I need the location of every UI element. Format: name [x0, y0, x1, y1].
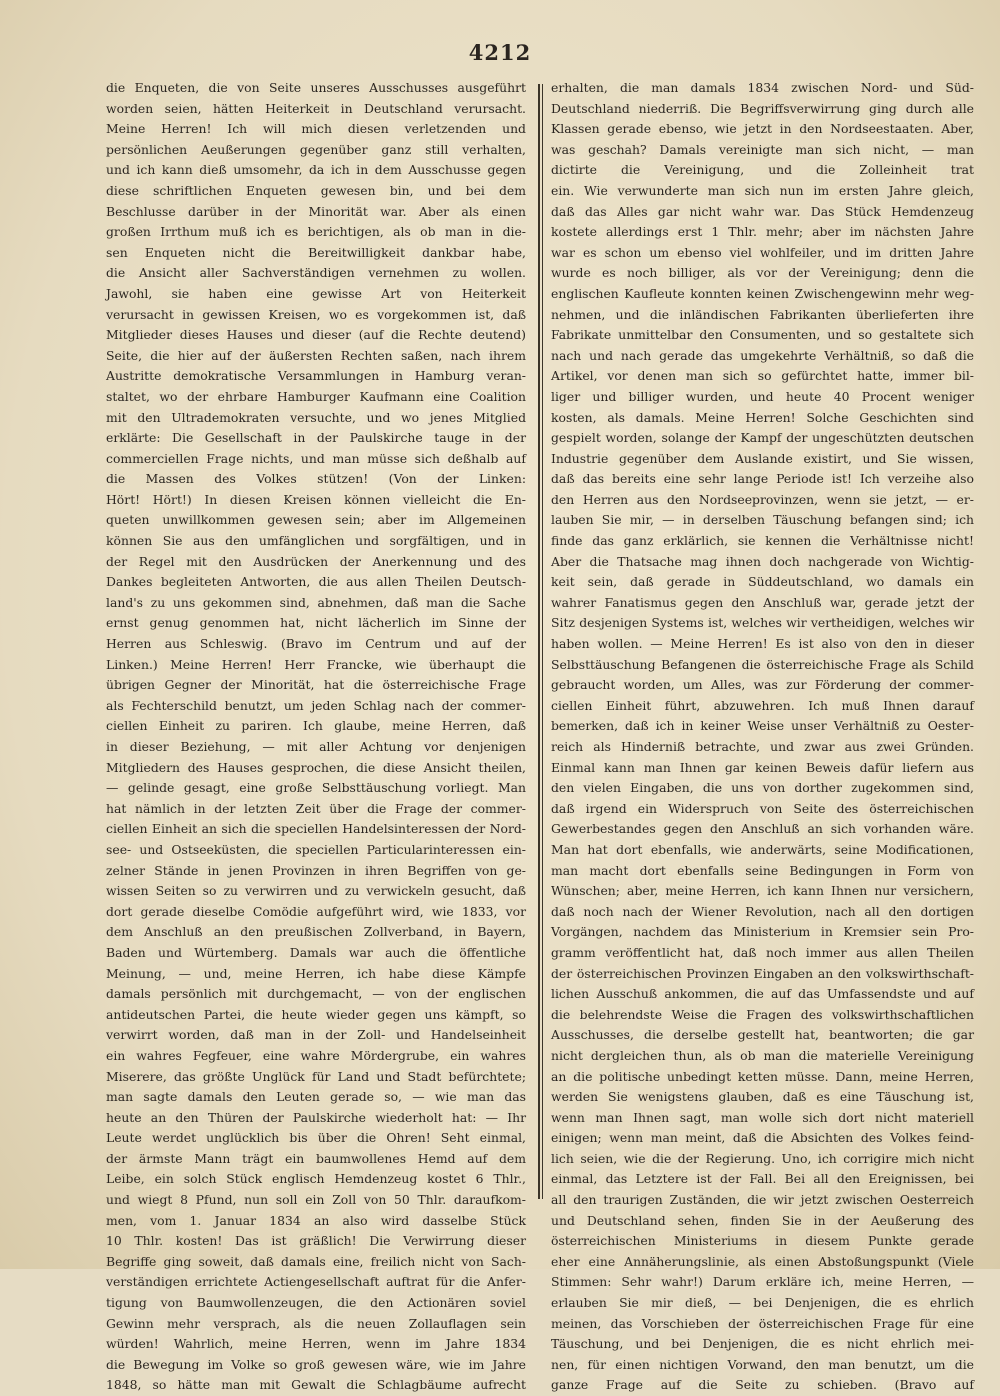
- text-line: ciellen Einheit an sich die speciellen Handelsinteressen der Nord-: [106, 821, 526, 837]
- text-line: finde das ganz erklärlich, sie kennen die Verhältnisse nicht!: [551, 533, 974, 549]
- text-line: Mitgliedern des Hauses gesprochen, die diese Ansicht theilen,: [106, 759, 526, 775]
- text-line: als Fechterschild benutzt, um jeden Schlag nach der commer-: [106, 697, 526, 713]
- text-line: die Bewegung im Volke so groß gewesen wäre, wie im Jahre: [106, 1356, 526, 1372]
- text-line: gespielt worden, solange der Kampf der ungeschützten deutschen: [551, 430, 974, 446]
- text-line: Hört! Hört!) In diesen Kreisen können vielleicht die En-: [106, 491, 526, 507]
- text-line: eher eine Annäherungslinie, als einen Abstoßungspunkt (Viele: [551, 1253, 974, 1269]
- text-line: in dieser Beziehung, — mit aller Achtung vor denjenigen: [106, 739, 526, 754]
- text-line: ein wahres Fegfeuer, eine wahre Mördergrube, ein wahres: [106, 1047, 526, 1063]
- text-line: antideutschen Partei, die heute wieder gegen uns kämpft, so: [106, 1006, 526, 1022]
- text-line: gramm veröffentlicht hat, daß noch immer aus allen Theilen: [551, 944, 974, 960]
- text-line: wurde es noch billiger, als vor der Vereinigung; denn die: [551, 265, 974, 281]
- text-line: war es schon um ebenso viel wohlfeiler, und im dritten Jahre: [551, 244, 974, 260]
- text-line: kostete allerdings erst 1 Thlr. mehr; aber im nächsten Jahre: [551, 224, 974, 240]
- text-line: Beschlusse darüber in der Minorität war. Aber als einen: [106, 203, 526, 219]
- text-line: wenn man Ihnen sagt, man wolle sich dort nicht materiell: [551, 1109, 974, 1125]
- text-line: lichen Ausschuß ankommen, die auf das Umfassendste und auf: [551, 986, 974, 1002]
- text-line: können Sie aus den umfänglichen und sorgfältigen, und in: [106, 533, 526, 549]
- text-line: daß irgend ein Widerspruch von Seite des österreichischen: [551, 800, 974, 816]
- text-line: zelner Stände in jenen Provinzen in ihren Begriffen von ge-: [106, 862, 526, 878]
- text-line: Mitglieder dieses Hauses und dieser (auf die Rechte deutend): [106, 327, 526, 343]
- text-line: Deutschland niederriß. Die Begriffsverwirrung ging durch alle: [551, 100, 974, 116]
- text-line: erhalten, die man damals 1834 zwischen Nord- und Süd-: [551, 80, 974, 95]
- text-line: Gewinn mehr versprach, als die neuen Zollauflagen sein: [106, 1315, 526, 1331]
- text-line: Aber die Thatsache mag ihnen doch nachgerade von Wichtig-: [551, 553, 974, 569]
- text-line: der österreichischen Provinzen Eingaben an den volkswirthschaft-: [551, 965, 974, 981]
- text-line: lauben Sie mir, — in derselben Täuschung befangen sind; ich: [551, 512, 974, 528]
- text-line: keit sein, daß gerade in Süddeutschland, wo damals ein: [551, 574, 974, 590]
- text-line: verwirrt worden, daß man in der Zoll- und Handelseinheit: [106, 1027, 526, 1043]
- text-line: men, vom 1. Januar 1834 an also wird dasselbe Stück: [106, 1212, 526, 1228]
- column-divider: [538, 84, 540, 1199]
- text-line: wissen Seiten so zu verwirren und zu verwickeln gesucht, daß: [106, 883, 526, 899]
- text-line: einigen; wenn man meint, daß die Absichten des Volkes feind-: [551, 1130, 974, 1146]
- text-line: der ärmste Mann trägt ein baumwollenes Hemd auf dem: [106, 1150, 526, 1166]
- text-line: gebraucht worden, um Alles, was zur Förderung der commer-: [551, 677, 974, 693]
- text-line: Seite, die hier auf der äußersten Rechten saßen, nach ihrem: [106, 347, 526, 363]
- text-line: reich als Hinderniß betrachte, und zwar aus zwei Gründen.: [551, 739, 974, 754]
- text-line: dort gerade dieselbe Comödie aufgeführt wird, wie 1833, vor: [106, 903, 526, 919]
- text-line: übrigen Gegner der Minorität, hat die österreichische Frage: [106, 677, 526, 693]
- text-line: Leibe, ein solch Stück englisch Hemdenzeug kostet 6 Thlr.,: [106, 1171, 526, 1187]
- text-line: persönlichen Aeußerungen gegenüber ganz still verhalten,: [106, 141, 526, 157]
- text-line: Sitz desjenigen Systems ist, welches wir vertheidigen, welches wir: [551, 615, 974, 631]
- text-line: erlauben Sie mir dieß, — bei Denjenigen, die es ehrlich: [551, 1295, 974, 1311]
- text-line: worden seien, hätten Heiterkeit in Deutschland verursacht.: [106, 100, 526, 116]
- page-number: 4212: [468, 40, 532, 65]
- text-line: queten unwillkommen gewesen sein; aber im Allgemeinen: [106, 512, 526, 528]
- text-line: daß das Alles gar nicht wahr war. Das Stück Hemdenzeug: [551, 203, 974, 219]
- text-line: Industrie gegenüber dem Auslande existirt, und Sie wissen,: [551, 450, 974, 466]
- text-line: nicht dergleichen thun, als ob man die materielle Vereinigung: [551, 1047, 974, 1063]
- text-line: der Regel mit den Ausdrücken der Anerkennung und des: [106, 553, 526, 569]
- text-line: meinen, das Vorschieben der österreichischen Frage für eine: [551, 1315, 974, 1331]
- text-line: daß noch nach der Wiener Revolution, nach all den dortigen: [551, 903, 974, 919]
- text-line: all den traurigen Zuständen, die wir jetzt zwischen Oesterreich: [551, 1192, 974, 1208]
- text-line: Einmal kann man Ihnen gar keinen Beweis dafür liefern aus: [551, 759, 974, 775]
- text-line: großen Irrthum muß ich es berichtigen, als ob man in die-: [106, 224, 526, 240]
- text-line: Miserere, das größte Unglück für Land und Stadt befürchtete;: [106, 1068, 526, 1084]
- text-line: und Deutschland sehen, finden Sie in der Aeußerung des: [551, 1212, 974, 1228]
- text-line: werden Sie wenigstens glauben, daß es eine Täuschung ist,: [551, 1089, 974, 1105]
- text-line: Jawohl, sie haben eine gewisse Art von Heiterkeit: [106, 285, 526, 301]
- text-line: 10 Thlr. kosten! Das ist gräßlich! Die Verwirrung dieser: [106, 1233, 526, 1249]
- text-line: ein. Wie verwunderte man sich nun im ersten Jahre gleich,: [551, 182, 974, 198]
- text-line: see- und Ostseeküsten, die speciellen Particularinteressen ein-: [106, 841, 526, 857]
- text-line: Fabrikate unmittelbar den Consumenten, und so gestaltete sich: [551, 327, 974, 343]
- text-line: wahrer Fanatismus gegen den Anschluß war, gerade jetzt der: [551, 594, 974, 610]
- text-line: man macht dort ebenfalls seine Bedingungen in Form von: [551, 862, 974, 878]
- text-line: ciellen Einheit führt, abzuwehren. Ich muß Ihnen darauf: [551, 697, 974, 713]
- text-line: dem Anschluß an den preußischen Zollverband, in Bayern,: [106, 924, 526, 940]
- text-line: diese schriftlichen Enqueten gewesen bin, und bei dem: [106, 182, 526, 198]
- text-line: Austritte demokratische Versammlungen in Hamburg veran-: [106, 368, 526, 384]
- text-line: dictirte die Vereinigung, und die Zolleinheit trat: [551, 162, 974, 178]
- text-line: die belehrendste Weise die Fragen des volkswirthschaftlichen: [551, 1006, 974, 1022]
- text-line: Begriffe ging soweit, daß damals eine, freilich nicht von Sach-: [106, 1253, 526, 1269]
- text-line: was geschah? Damals vereinigte man sich nicht, — man: [551, 141, 974, 157]
- text-line: lich seien, wie die der Regierung. Uno, ich corrigire mich nicht: [551, 1150, 974, 1166]
- text-line: Herren aus Schleswig. (Bravo im Centrum und auf der: [106, 636, 526, 652]
- text-line: — gelinde gesagt, eine große Selbsttäuschung vorliegt. Man: [106, 780, 526, 796]
- text-line: österreichischen Ministeriums in diesem Punkte gerade: [551, 1233, 974, 1249]
- text-line: Stimmen: Sehr wahr!) Darum erkläre ich, meine Herren, —: [551, 1274, 974, 1290]
- text-line: Artikel, vor denen man sich so gefürchtet hatte, immer bil-: [551, 368, 974, 384]
- text-line: ciellen Einheit zu pariren. Ich glaube, meine Herren, daß: [106, 718, 526, 734]
- text-line: den vielen Eingaben, die uns von dorther zugekommen sind,: [551, 780, 974, 796]
- text-line: nen, für einen nichtigen Vorwand, den man benutzt, um die: [551, 1356, 974, 1372]
- text-line: ernst genug genommen hat, nicht lächerlich im Sinne der: [106, 615, 526, 631]
- text-line: tigung von Baumwollenzeugen, die den Actionären soviel: [106, 1295, 526, 1311]
- right-column: [551, 78, 974, 1393]
- text-line: heute an den Thüren der Paulskirche wiederholt hat: — Ihr: [106, 1109, 526, 1125]
- text-line: nach und nach gerade das umgekehrte Verhältniß, so daß die: [551, 347, 974, 363]
- text-line: an die politische unbedingt ketten müsse. Dann, meine Herren,: [551, 1068, 974, 1084]
- text-line: daß das bereits eine sehr lange Periode ist! Ich verzeihe also: [551, 471, 974, 487]
- text-line: die Enqueten, die von Seite unseres Ausschusses ausgeführt: [106, 80, 526, 95]
- text-line: die Ansicht aller Sachverständigen vernehmen zu wollen.: [106, 265, 526, 281]
- text-line: 1848, so hätte man mit Gewalt die Schlagbäume aufrecht: [106, 1377, 526, 1393]
- text-line: verursacht in gewissen Kreisen, wo es vorgekommen ist, daß: [106, 306, 526, 322]
- text-line: hat nämlich in der letzten Zeit über die Frage der commer-: [106, 800, 526, 816]
- text-line: Selbsttäuschung Befangenen die österreichische Frage als Schild: [551, 656, 974, 672]
- text-line: Dankes begleiteten Antworten, die aus allen Theilen Deutsch-: [106, 574, 526, 590]
- text-line: Wünschen; aber, meine Herren, ich kann Ihnen nur versichern,: [551, 883, 974, 899]
- text-line: und ich kann dieß umsomehr, da ich in dem Ausschusse gegen: [106, 162, 526, 178]
- text-line: nehmen, und die inländischen Fabrikanten überlieferten ihre: [551, 306, 974, 322]
- text-line: Täuschung, und bei Denjenigen, die es nicht ehrlich mei-: [551, 1336, 974, 1352]
- text-line: liger und billiger wurden, und heute 40 Procent weniger: [551, 388, 974, 404]
- text-line: ganze Frage auf die Seite zu schieben. (Bravo auf: [551, 1377, 974, 1393]
- text-line: Meinung, — und, meine Herren, ich habe diese Kämpfe: [106, 965, 526, 981]
- text-line: kosten, als damals. Meine Herren! Solche Geschichten sind: [551, 409, 974, 425]
- text-line: haben wollen. — Meine Herren! Es ist also von den in dieser: [551, 636, 974, 652]
- text-line: Gewerbestandes gegen den Anschluß an sich vorhanden wäre.: [551, 821, 974, 837]
- text-line: commerciellen Frage nichts, und man müsse sich deßhalb auf: [106, 450, 526, 466]
- text-line: staltet, wo der ehrbare Hamburger Kaufmann eine Coalition: [106, 388, 526, 404]
- text-line: englischen Kaufleute konnten keinen Zwischengewinn mehr weg-: [551, 285, 974, 301]
- column-divider-inner: [542, 84, 543, 1199]
- text-line: Vorgängen, nachdem das Ministerium in Kremsier sein Pro-: [551, 924, 974, 940]
- text-line: Klassen gerade ebenso, wie jetzt in den Nordseestaaten. Aber,: [551, 121, 974, 137]
- text-line: mit den Ultrademokraten versuchte, und wo jenes Mitglied: [106, 409, 526, 425]
- text-line: Linken.) Meine Herren! Herr Francke, wie überhaupt die: [106, 656, 526, 672]
- text-line: würden! Wahrlich, meine Herren, wenn im Jahre 1834: [106, 1336, 526, 1352]
- text-line: damals persönlich mit durchgemacht, — von der englischen: [106, 986, 526, 1002]
- text-line: Meine Herren! Ich will mich diesen verletzenden und: [106, 121, 526, 137]
- text-line: sen Enqueten nicht die Bereitwilligkeit dankbar habe,: [106, 244, 526, 260]
- text-line: Ausschusses, die derselbe gestellt hat, beantworten; die gar: [551, 1027, 974, 1043]
- text-line: einmal, das Letztere ist der Fall. Bei all den Ereignissen, bei: [551, 1171, 974, 1187]
- text-line: erklärte: Die Gesellschaft in der Paulskirche tauge in der: [106, 430, 526, 446]
- text-line: den Herren aus den Nordseeprovinzen, wenn sie jetzt, — er-: [551, 491, 974, 507]
- text-line: Baden und Würtemberg. Damals war auch die öffentliche: [106, 944, 526, 960]
- text-line: die Massen des Volkes stützen! (Von der Linken:: [106, 471, 526, 487]
- text-line: Man hat dort ebenfalls, wie anderwärts, seine Modificationen,: [551, 841, 974, 857]
- text-line: man sagte damals den Leuten gerade so, — wie man das: [106, 1089, 526, 1105]
- text-line: Leute werdet unglücklich bis über die Ohren! Seht einmal,: [106, 1130, 526, 1146]
- text-line: land's zu uns gekommen sind, abnehmen, daß man die Sache: [106, 594, 526, 610]
- text-line: und wiegt 8 Pfund, nun soll ein Zoll von 50 Thlr. daraufkom-: [106, 1192, 526, 1208]
- text-line: verständigen errichtete Actiengesellschaft auftrat für die Anfer-: [106, 1274, 526, 1290]
- text-line: bemerken, daß ich in keiner Weise unser Verhältniß zu Oester-: [551, 718, 974, 734]
- left-column: [106, 78, 526, 1393]
